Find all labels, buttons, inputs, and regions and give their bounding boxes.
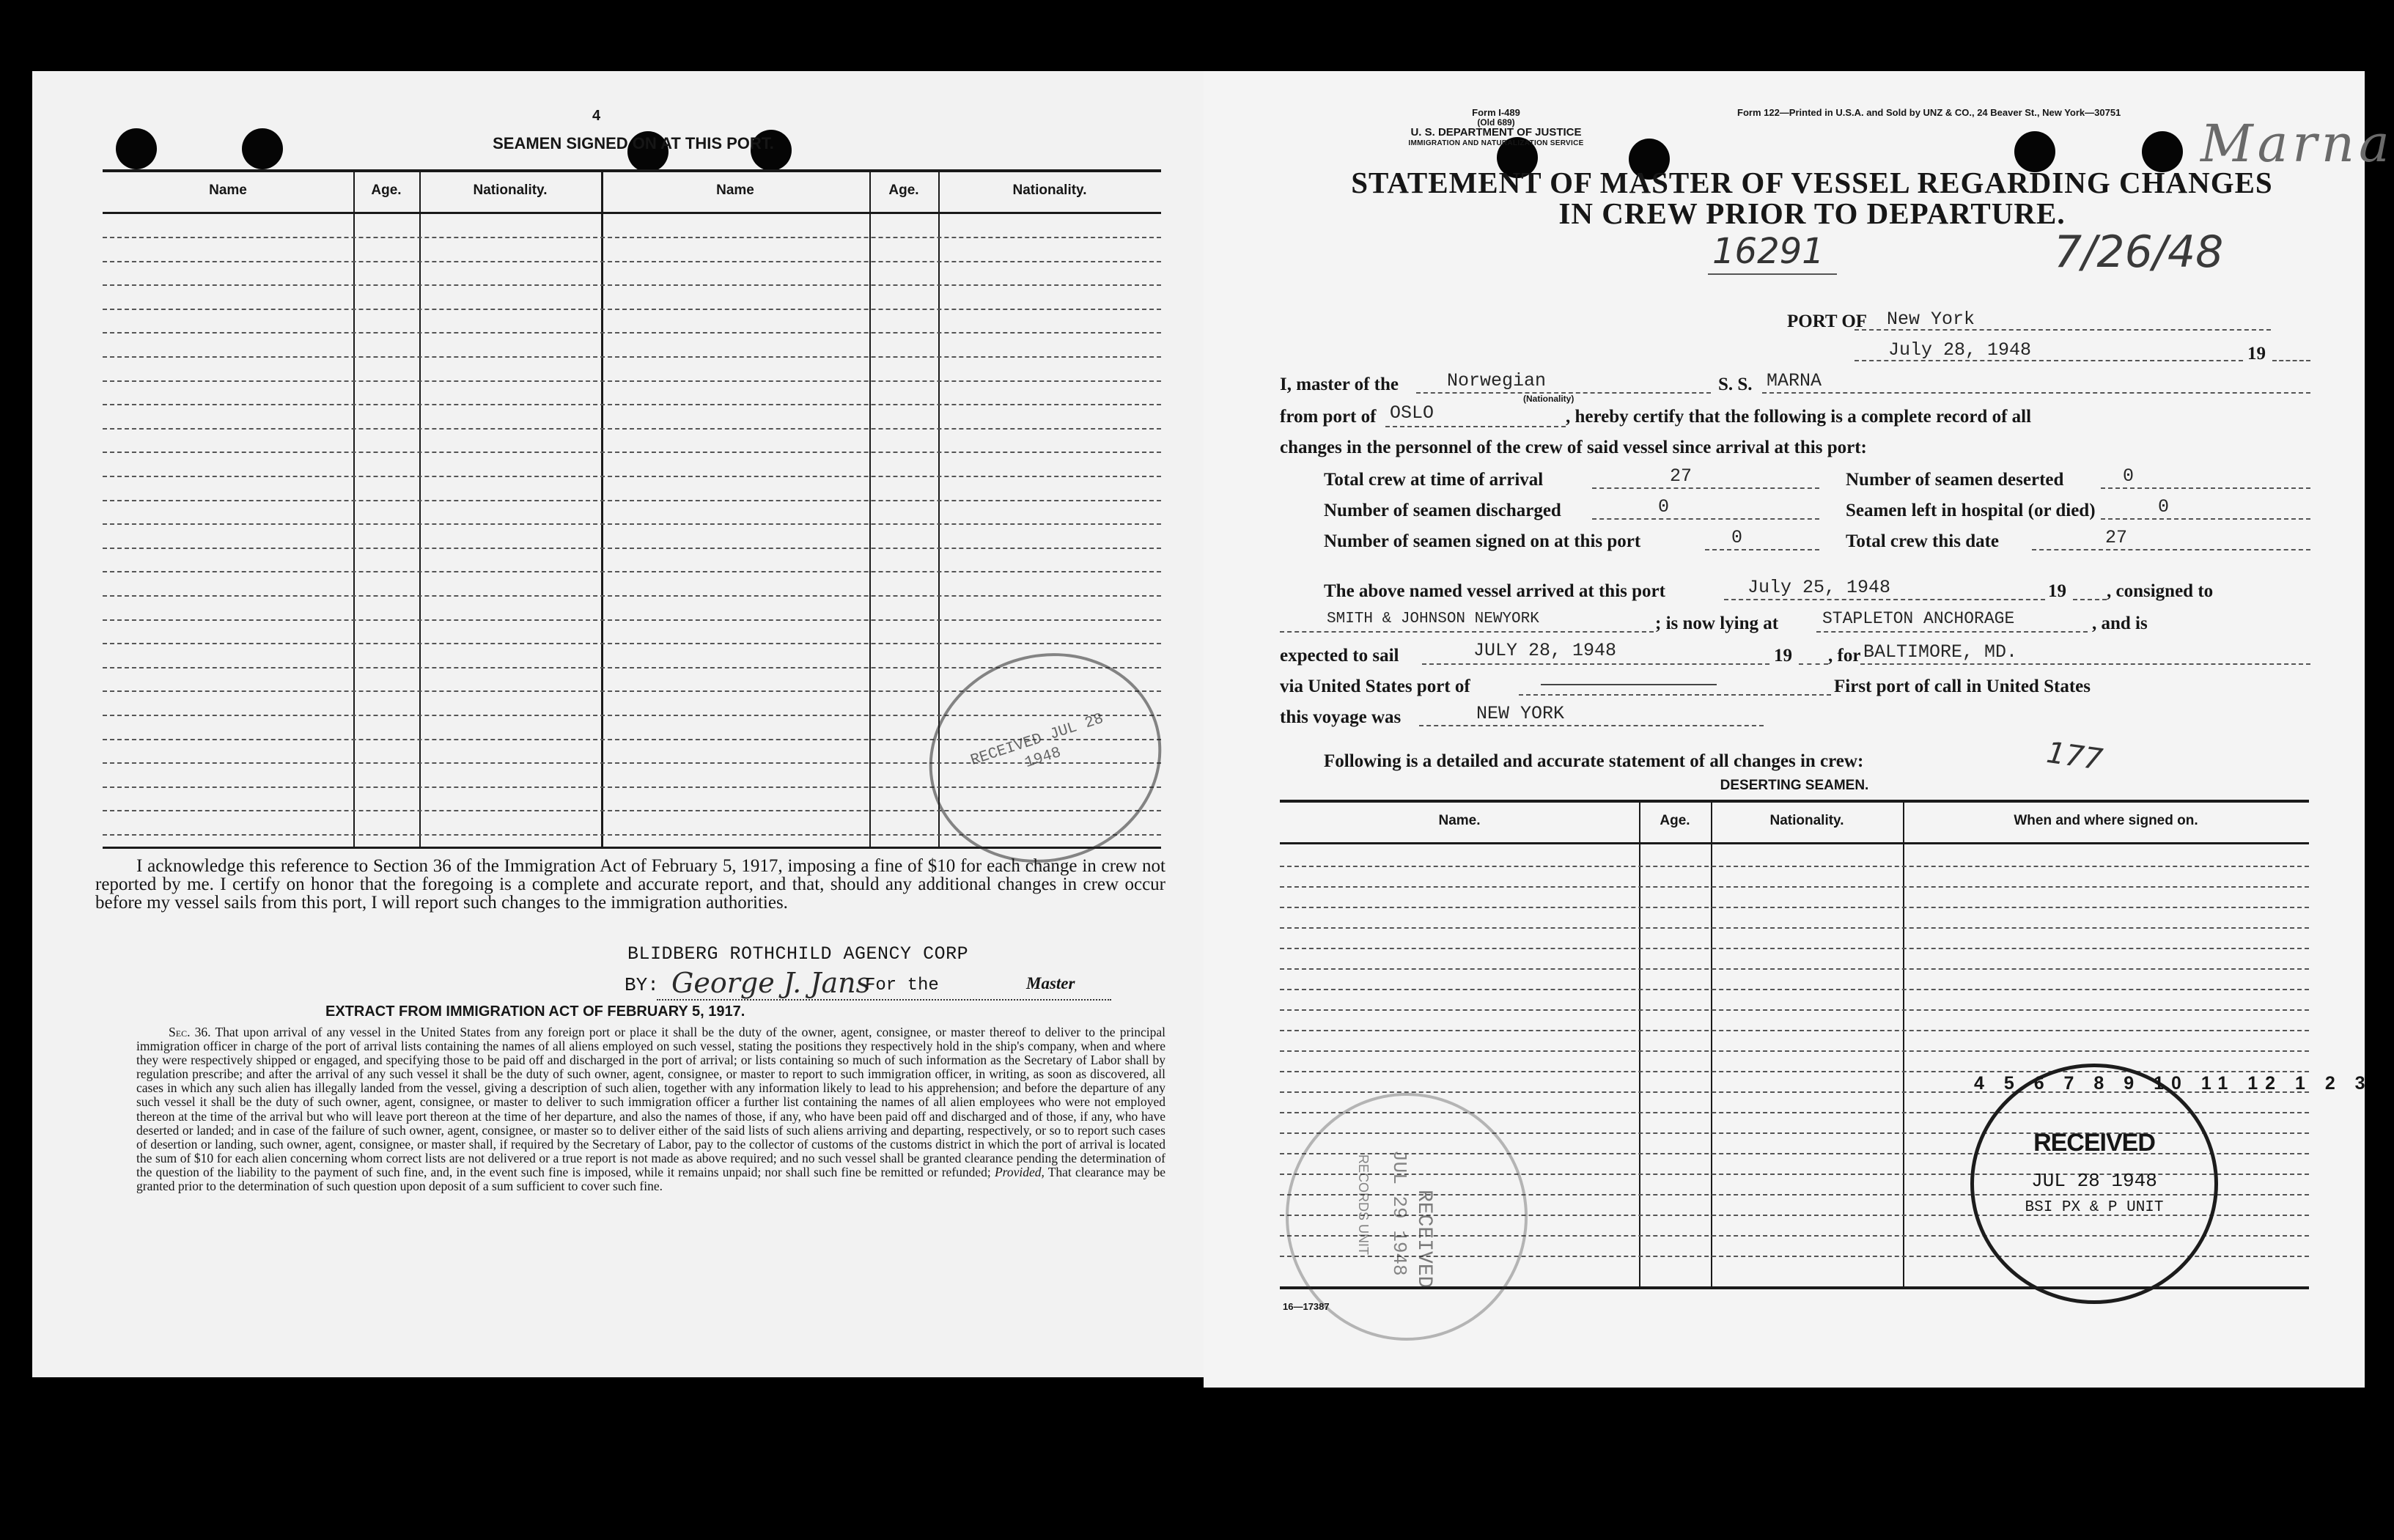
ruled-row-line: [103, 404, 1161, 405]
received-stamp-text: RECEIVED JUL 28 1948: [968, 710, 1106, 773]
discharged-value: 0: [1658, 496, 1670, 517]
section-36-tail: That clearance may be granted prior to the determination of such question upon deposit of a sum sufficient to cover such fine.: [136, 1164, 1166, 1194]
old-form-number: (Old 689): [1477, 117, 1515, 128]
year-line: [2073, 599, 2107, 600]
total-crew-date-value: 27: [2105, 527, 2128, 548]
vessel-name: MARNA: [1767, 370, 1822, 391]
ruled-row-line: [103, 476, 1161, 477]
certify-text: , hereby certify that the following is a complete record of all: [1566, 407, 2032, 427]
lying-at-value: STAPLETON ANCHORAGE: [1822, 609, 2015, 628]
ruled-row-line: [1280, 1009, 2309, 1011]
discharged-label: Number of seamen discharged: [1324, 501, 1561, 520]
records-stamp-date: JUL 29 1948: [1388, 1150, 1410, 1276]
sail-date-line: [1422, 663, 1769, 665]
ruled-row-line: [1280, 1050, 2309, 1052]
column-divider: [601, 169, 603, 848]
arrived-line: [1724, 599, 2045, 600]
and-is-label: , and is: [2092, 614, 2148, 633]
section-36-label: Sec. 36.: [169, 1025, 211, 1039]
year-suffix: 19: [2247, 344, 2266, 364]
arrived-date: July 25, 1948: [1747, 577, 1891, 598]
date-value: July 28, 1948: [1888, 339, 2032, 361]
ruled-row-line: [1280, 1030, 2309, 1031]
punch-hole: [242, 128, 283, 169]
form-title-line1: STATEMENT OF MASTER OF VESSEL REGARDING CHANGES: [1351, 166, 2273, 199]
received-clock-title: RECEIVED: [2033, 1129, 2155, 1157]
received-clock-unit: BSI PX & P UNIT: [2025, 1199, 2164, 1216]
deserted-value: 0: [2123, 465, 2135, 487]
handwritten-date: 7/26/48: [2054, 226, 2224, 278]
vessel-line: [1762, 392, 2310, 394]
printer-note: Form 122—Printed in U.S.A. and Sold by UNZ & CO., 24 Beaver St., New York—30751: [1737, 107, 2121, 118]
ruled-row-line: [1280, 948, 2309, 949]
ruled-row-line: [103, 332, 1161, 334]
ruled-row-line: [103, 548, 1161, 549]
destination-value: BALTIMORE, MD.: [1863, 641, 2018, 663]
total-crew-date-label: Total crew this date: [1846, 531, 2000, 551]
ruled-row-line: [1280, 989, 2309, 990]
signed-on-line: [1705, 549, 1819, 550]
ruled-row-line: [103, 261, 1161, 262]
department: U. S. DEPARTMENT OF JUSTICE: [1410, 126, 1582, 139]
records-stamp-received: RECEIVED: [1413, 1190, 1435, 1289]
ruled-row-line: [1280, 1071, 2309, 1072]
discharged-line: [1592, 518, 1819, 520]
year-line: [1799, 663, 1828, 665]
section-36-text: [136, 1025, 1165, 1193]
ruled-row-line: [103, 356, 1161, 358]
handwritten-177: 177: [2044, 735, 2105, 778]
column-header-name: Name: [209, 183, 247, 198]
ruled-row-line: [103, 643, 1161, 644]
total-crew-arrival-label: Total crew at time of arrival: [1324, 470, 1544, 490]
from-port-label: from port of: [1280, 407, 1377, 427]
table-top-rule: [103, 169, 1161, 172]
nationality-value: Norwegian: [1447, 370, 1547, 391]
master-signature: George J. Jans: [671, 967, 871, 999]
page-number: 4: [592, 108, 601, 124]
records-stamp-unit: RECORDS UNIT: [1356, 1154, 1371, 1256]
column-header-nationality: Nationality.: [1012, 183, 1087, 198]
total-crew-date-line: [2032, 549, 2310, 550]
year-suffix: 19: [2048, 581, 2066, 601]
page-title: SEAMEN SIGNED ON AT THIS PORT.: [493, 134, 774, 152]
column-header-name: Name: [716, 183, 754, 198]
ruled-row-line: [103, 595, 1161, 597]
service: IMMIGRATION AND NATURALIZATION SERVICE: [1408, 139, 1584, 147]
consignee-value: SMITH & JOHNSON NEWYORK: [1327, 611, 1539, 627]
ruled-row-line: [103, 571, 1161, 572]
footer-code: 16—17387: [1283, 1301, 1330, 1312]
extract-title: EXTRACT FROM IMMIGRATION ACT OF FEBRUARY 5, 1917.: [325, 1003, 745, 1020]
first-port-line: [1419, 725, 1764, 726]
handwritten-underline: [1708, 273, 1837, 275]
destination-line: [1860, 663, 2310, 665]
ruled-row-line: [1280, 907, 2309, 908]
year-suffix: 19: [1774, 646, 1792, 666]
nationality-caption: (Nationality): [1523, 394, 1574, 404]
ruled-row-line: [103, 309, 1161, 310]
deserted-line: [2101, 487, 2310, 489]
first-port-value: NEW YORK: [1476, 703, 1565, 724]
handwritten-vessel-name: Marna: [2200, 114, 2394, 174]
form-number: Form I-489: [1472, 107, 1520, 118]
port-of-value: New York: [1887, 309, 1975, 330]
acknowledgement-text: I acknowledge this reference to Section 36 of the Immigration Act of February 5, 1917, imposing a fine of $10 for each change in crew not reported by me. I certify on honor that the foregoing is a complete and accurate report, and that, should any additional changes in crew occur before my vessel sails from this port, I will report such changes to the immigration authorities.: [95, 856, 1165, 913]
ruled-row-line: [1280, 927, 2309, 929]
via-line: [1519, 694, 1831, 696]
column-header-age: Age.: [888, 183, 919, 198]
hospital-value: 0: [2158, 496, 2170, 517]
received-clock-date: JUL 28 1948: [2031, 1170, 2157, 1192]
ruled-row-line: [1280, 866, 2309, 867]
master-label: Master: [1026, 974, 1075, 992]
deserting-seamen-title: DESERTING SEAMEN.: [1720, 778, 1869, 793]
ruled-row-line: [103, 428, 1161, 430]
deserted-label: Number of seamen deserted: [1846, 470, 2064, 490]
total-crew-arrival-value: 27: [1670, 465, 1693, 487]
signed-on-label: Number of seamen signed on at this port: [1324, 531, 1641, 551]
desert-table-header-rule: [1280, 842, 2309, 844]
for-the-label: For the: [865, 976, 939, 995]
column-header-nationality: Nationality.: [1769, 813, 1844, 828]
desert-table-top-rule: [1280, 800, 2309, 803]
right-page: [1204, 71, 2394, 1388]
column-divider: [419, 169, 421, 848]
received-stamp: [902, 623, 1188, 892]
ruled-row-line: [103, 619, 1161, 621]
via-label: via United States port of: [1280, 677, 1470, 696]
arrived-label: The above named vessel arrived at this port: [1324, 581, 1665, 601]
from-port-value: OSLO: [1390, 402, 1434, 424]
punch-hole: [116, 128, 157, 169]
voyage-label: this voyage was: [1280, 707, 1402, 727]
total-crew-arrival-line: [1592, 487, 1819, 489]
changes-text: changes in the personnel of the crew of said vessel since arrival at this port:: [1280, 438, 1867, 457]
column-header-age: Age.: [371, 183, 402, 198]
first-port-label: First port of call in United States: [1834, 677, 2091, 696]
ss-label: S. S.: [1718, 375, 1753, 394]
agency-name: BLIDBERG ROTHCHILD AGENCY CORP: [627, 943, 969, 965]
ruled-row-line: [1280, 886, 2309, 888]
expected-label: expected to sail: [1280, 646, 1399, 666]
ruled-row-line: [103, 523, 1161, 525]
port-of-label: PORT OF: [1787, 312, 1868, 331]
lying-line: [1816, 631, 2088, 633]
form-title-line2: IN CREW PRIOR TO DEPARTURE.: [1558, 196, 2066, 230]
received-clock-ring: 4 5 6 7 8 9 10 11 12 1 2 3: [1974, 1073, 2373, 1094]
column-header-nationality: Nationality.: [473, 183, 548, 198]
received-clock-stamp: [1970, 1064, 2373, 1304]
section-36-body: That upon arrival of any vessel in the United States from any foreign port or place it shall be the duty of the owner, agent, consignee, or master thereof to deliver to the principal immigration officer in charge of the port of arrival lists containing the names of all aliens employed on such vessel, stating the positions they respectively hold in the ship's company, when and where they were respectively shipped or engaged, and specifying those to be paid off and discharged in the port of arrival; or lists containing so much of such information as the Secretary of Labor shall by regulation prescribe; and after the arrival of any such vessel it shall be the duty of such owner, agent, consignee, or master to report to such immigration officer, in writing, as soon as discovered, all cases in which any such alien has illegally landed from the vessel, giving a description of such alien, together with any information likely to lead to his apprehension; and before the departure of any such vessel it shall be the duty of such owner, agent, consignee, or master to deliver to such immigration officer a further list containing the names of all alien employees who were not employed thereon at the time of the arrival but who will leave port thereon at the time of her departure, and also the names of those, if any, who have been paid off and discharged and of those, if any, who have deserted or landed; and in case of the failure of such owner, agent, consignee, or master so to deliver either of the said lists of such aliens arriving and departing, respectively, or so to report such cases of desertion or landing, such owner, agent, consignee, or master shall, if required by the Secretary of Labor, pay to the collector of customs of the customs district in which the port of arrival is located the sum of $10 for each alien concerning whom correct lists are not delivered or a true report is not made as above required; and no such vessel shall be granted clearance pending the determination of the question of the liability to the payment of such fine, and, in the event such fine is imposed, while it remains unpaid; nor shall such fine be remitted or refunded;: [136, 1025, 1165, 1179]
consigned-label: , consigned to: [2107, 581, 2214, 601]
from-port-line: [1385, 426, 1566, 427]
column-header-age: Age.: [1660, 813, 1690, 828]
column-header-when-where: When and where signed on.: [2014, 813, 2198, 828]
ruled-row-line: [1280, 968, 2309, 970]
year-line: [2272, 360, 2310, 361]
lying-label: ; is now lying at: [1655, 614, 1779, 633]
ruled-row-line: [103, 237, 1161, 238]
ruled-row-line: [103, 452, 1161, 453]
ruled-row-line: [103, 380, 1161, 382]
column-header-name: Name.: [1438, 813, 1481, 828]
left-page: [32, 71, 1204, 1377]
hospital-line: [2101, 518, 2310, 520]
hospital-label: Seamen left in hospital (or died): [1846, 501, 2096, 520]
ruled-row-line: [103, 500, 1161, 501]
for-label: , for: [1828, 646, 1861, 666]
by-label: BY:: [625, 974, 659, 996]
via-strike: [1541, 684, 1717, 685]
table-header-rule: [103, 212, 1161, 214]
column-divider: [869, 169, 871, 848]
consignee-line: [1280, 631, 1654, 633]
master-of-label: I, master of the: [1280, 375, 1399, 394]
handwritten-file-number: 16291: [1712, 231, 1824, 272]
sail-date-value: JULY 28, 1948: [1473, 640, 1617, 661]
provided-label: Provided,: [994, 1164, 1045, 1179]
signature-line: [657, 999, 1111, 1001]
ruled-row-line: [103, 284, 1161, 286]
column-divider: [353, 169, 355, 848]
following-label: Following is a detailed and accurate statement of all changes in crew:: [1324, 751, 1864, 771]
signed-on-value: 0: [1731, 527, 1743, 548]
